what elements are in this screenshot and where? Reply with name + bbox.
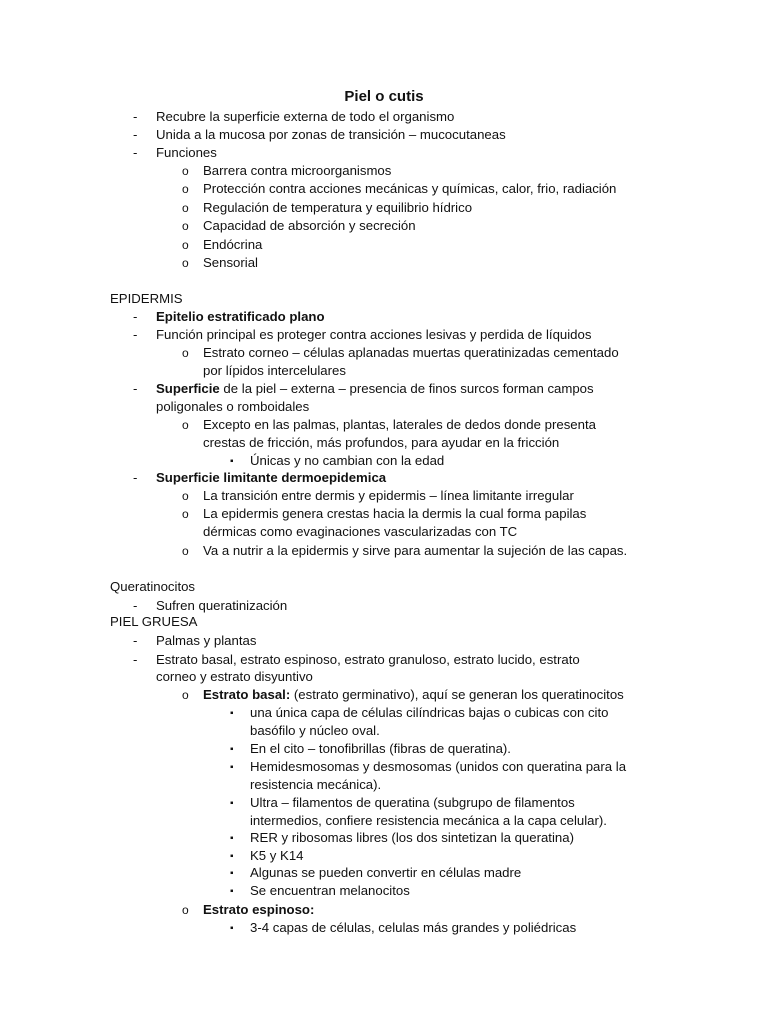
basal-detail: Se encuentran melanocitos xyxy=(250,883,410,898)
piel-gruesa-item-cont: corneo y estrato disyuntivo xyxy=(156,669,313,684)
bullet-dash: - xyxy=(133,598,138,613)
bold-term: Estrato basal: xyxy=(203,687,291,702)
epidermis-subitem: Va a nutrir a la epidermis y sirve para aumentar la sujeción de las capas. xyxy=(203,543,628,558)
bullet-dash: - xyxy=(133,327,138,342)
intro-item: Unida a la mucosa por zonas de transición – mucocutaneas xyxy=(156,127,506,142)
basal-detail-cont: resistencia mecánica). xyxy=(250,777,382,792)
bullet-square: ▪ xyxy=(230,456,234,467)
piel-gruesa-subitem: Estrato espinoso: xyxy=(203,902,315,917)
bullet-circle: o xyxy=(182,544,189,558)
bullet-square: ▪ xyxy=(230,868,234,879)
piel-gruesa-item: Estrato basal, estrato espinoso, estrato granuloso, estrato lucido, estrato xyxy=(156,652,580,667)
epidermis-item: Superficie limitante dermoepidemica xyxy=(156,470,387,485)
piel-gruesa-subitem xyxy=(203,686,624,704)
basal-detail: En el cito – tonofibrillas (fibras de queratina). xyxy=(250,741,511,756)
bold-term: Superficie xyxy=(156,381,220,396)
bullet-square: ▪ xyxy=(230,923,234,934)
bullet-square: ▪ xyxy=(230,798,234,809)
bullet-dash: - xyxy=(133,381,138,396)
funcion-item: Endócrina xyxy=(203,237,263,252)
item-text: (estrato germinativo), aquí se generan los queratinocitos xyxy=(290,687,624,702)
bullet-circle: o xyxy=(182,201,189,215)
funcion-item: Protección contra acciones mecánicas y químicas, calor, frio, radiación xyxy=(203,181,617,196)
epidermis-subitem: Estrato corneo – células aplanadas muertas queratinizadas cementado xyxy=(203,345,619,360)
epidermis-subitem: La epidermis genera crestas hacia la dermis la cual forma papilas xyxy=(203,506,587,521)
bullet-circle: o xyxy=(182,507,189,521)
section-heading-piel-gruesa: PIEL GRUESA xyxy=(110,614,198,629)
basal-detail: Ultra – filamentos de queratina (subgrupo de filamentos xyxy=(250,795,575,810)
epidermis-item xyxy=(156,380,594,398)
item-text: de la piel – externa – presencia de finos surcos forman campos xyxy=(219,381,594,396)
bullet-circle: o xyxy=(182,182,189,196)
bullet-dash: - xyxy=(133,109,138,124)
bullet-circle: o xyxy=(182,489,189,503)
epidermis-subitem: Excepto en las palmas, plantas, laterales de dedos donde presenta xyxy=(203,417,596,432)
epidermis-item-cont: poligonales o romboidales xyxy=(156,399,310,414)
bullet-circle: o xyxy=(182,418,189,432)
funcion-item: Sensorial xyxy=(203,255,258,270)
bullet-square: ▪ xyxy=(230,851,234,862)
basal-detail: Hemidesmosomas y desmosomas (unidos con queratina para la xyxy=(250,759,627,774)
funcion-item: Capacidad de absorción y secreción xyxy=(203,218,416,233)
bullet-square: ▪ xyxy=(230,833,234,844)
bullet-circle: o xyxy=(182,219,189,233)
bullet-square: ▪ xyxy=(230,744,234,755)
bullet-dash: - xyxy=(133,470,138,485)
bullet-circle: o xyxy=(182,346,189,360)
bullet-square: ▪ xyxy=(230,762,234,773)
queratinocitos-item: Sufren queratinización xyxy=(156,598,288,613)
intro-item: Funciones xyxy=(156,145,217,160)
basal-detail: RER y ribosomas libres (los dos sintetizan la queratina) xyxy=(250,830,574,845)
epidermis-subsubitem: Únicas y no cambian con la edad xyxy=(250,453,445,468)
basal-detail: una única capa de células cilíndricas bajas o cubicas con cito xyxy=(250,705,609,720)
epidermis-item: Epitelio estratificado plano xyxy=(156,309,325,324)
bullet-circle: o xyxy=(182,256,189,270)
espinoso-detail: 3-4 capas de células, celulas más grandes y poliédricas xyxy=(250,920,577,935)
bullet-dash: - xyxy=(133,652,138,667)
intro-item: Recubre la superficie externa de todo el organismo xyxy=(156,109,455,124)
funcion-item: Regulación de temperatura y equilibrio hídrico xyxy=(203,200,473,215)
bullet-circle: o xyxy=(182,238,189,252)
epidermis-subitem-cont: por lípidos intercelulares xyxy=(203,363,346,378)
section-heading-queratinocitos: Queratinocitos xyxy=(110,579,196,594)
epidermis-subitem-cont: crestas de fricción, más profundos, para ayudar en la fricción xyxy=(203,435,560,450)
bullet-circle: o xyxy=(182,903,189,917)
epidermis-subitem-cont: dérmicas como evaginaciones vascularizadas con TC xyxy=(203,524,518,539)
section-heading-epidermis: EPIDERMIS xyxy=(110,291,183,306)
bullet-square: ▪ xyxy=(230,708,234,719)
page-title: Piel o cutis xyxy=(344,88,424,105)
bullet-dash: - xyxy=(133,127,138,142)
epidermis-item: Función principal es proteger contra acciones lesivas y perdida de líquidos xyxy=(156,327,592,342)
funcion-item: Barrera contra microorganismos xyxy=(203,163,392,178)
basal-detail: Algunas se pueden convertir en células madre xyxy=(250,865,522,880)
basal-detail: K5 y K14 xyxy=(250,848,304,863)
bullet-square: ▪ xyxy=(230,886,234,897)
bullet-dash: - xyxy=(133,145,138,160)
basal-detail-cont: basófilo y núcleo oval. xyxy=(250,723,380,738)
bullet-circle: o xyxy=(182,164,189,178)
basal-detail-cont: intermedios, confiere resistencia mecánica a la capa celular). xyxy=(250,813,607,828)
bullet-circle: o xyxy=(182,688,189,702)
epidermis-subitem: La transición entre dermis y epidermis – línea limitante irregular xyxy=(203,488,574,503)
bullet-dash: - xyxy=(133,633,138,648)
piel-gruesa-item: Palmas y plantas xyxy=(156,633,257,648)
bullet-dash: - xyxy=(133,309,138,324)
